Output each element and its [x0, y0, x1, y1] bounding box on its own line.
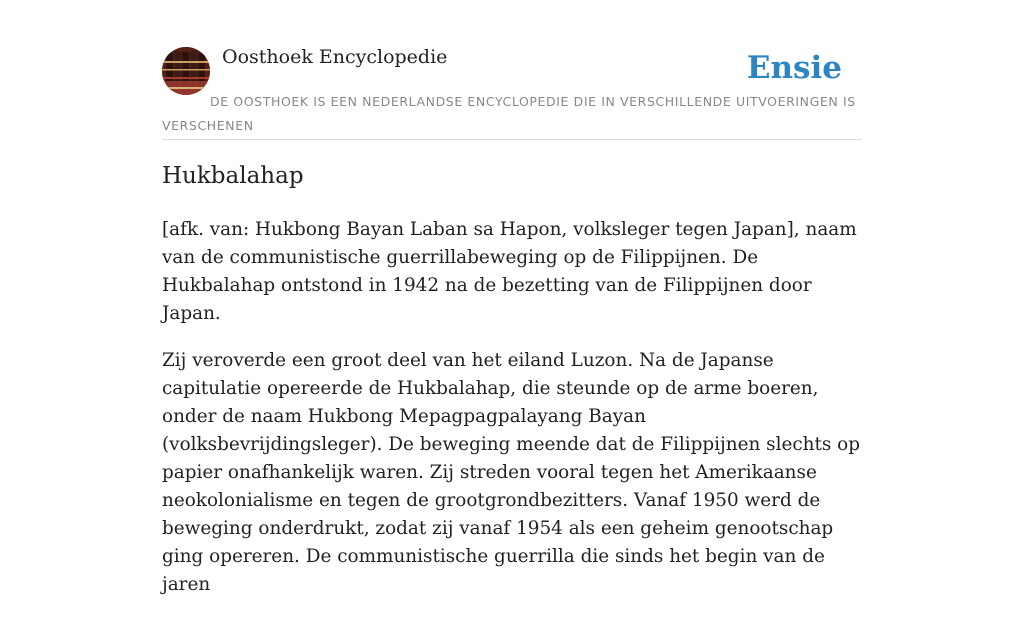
- article-title: Hukbalahap: [162, 163, 304, 189]
- encyclopedia-books-icon[interactable]: [162, 47, 210, 95]
- article-body: [162, 216, 862, 618]
- site-name[interactable]: Oosthoek Encyclopedie: [222, 46, 448, 68]
- article-paragraph: [afk. van: Hukbong Bayan Laban sa Hapon, volksleger tegen Japan], naam van de communistische guerrillabeweging op de Filippijnen. De Hukbalahap ontstond in 1942 na de bezetting van de Filippijnen door Japan.: [162, 219, 857, 324]
- ensie-logo-link[interactable]: Ensie: [746, 50, 842, 86]
- site-tagline: DE OOSTHOEK IS EEN NEDERLANDSE ENCYCLOPEDIE DIE IN VERSCHILLENDE UITVOERINGEN IS VERSCHENEN: [162, 94, 856, 133]
- header-divider: [162, 139, 862, 140]
- article-paragraph: Zij veroverde een groot deel van het eiland Luzon. Na de Japanse capitulatie opereerde de Hukbalahap, die steunde op de arme boeren, onder de naam Hukbong Mepagpagpalayang Bayan (volksbevrijdingsleger). De beweging meende dat de Filippijnen slechts op papier onafhankelijk waren. Zij streden vooral tegen het Amerikaanse neokolonialisme en tegen de grootgrondbezitters. Vanaf 1950 werd de beweging onderdrukt, zodat zij vanaf 1954 als een geheim genootschap ging opereren. De communistische guerrilla die sinds het begin van de jaren: [162, 350, 861, 595]
